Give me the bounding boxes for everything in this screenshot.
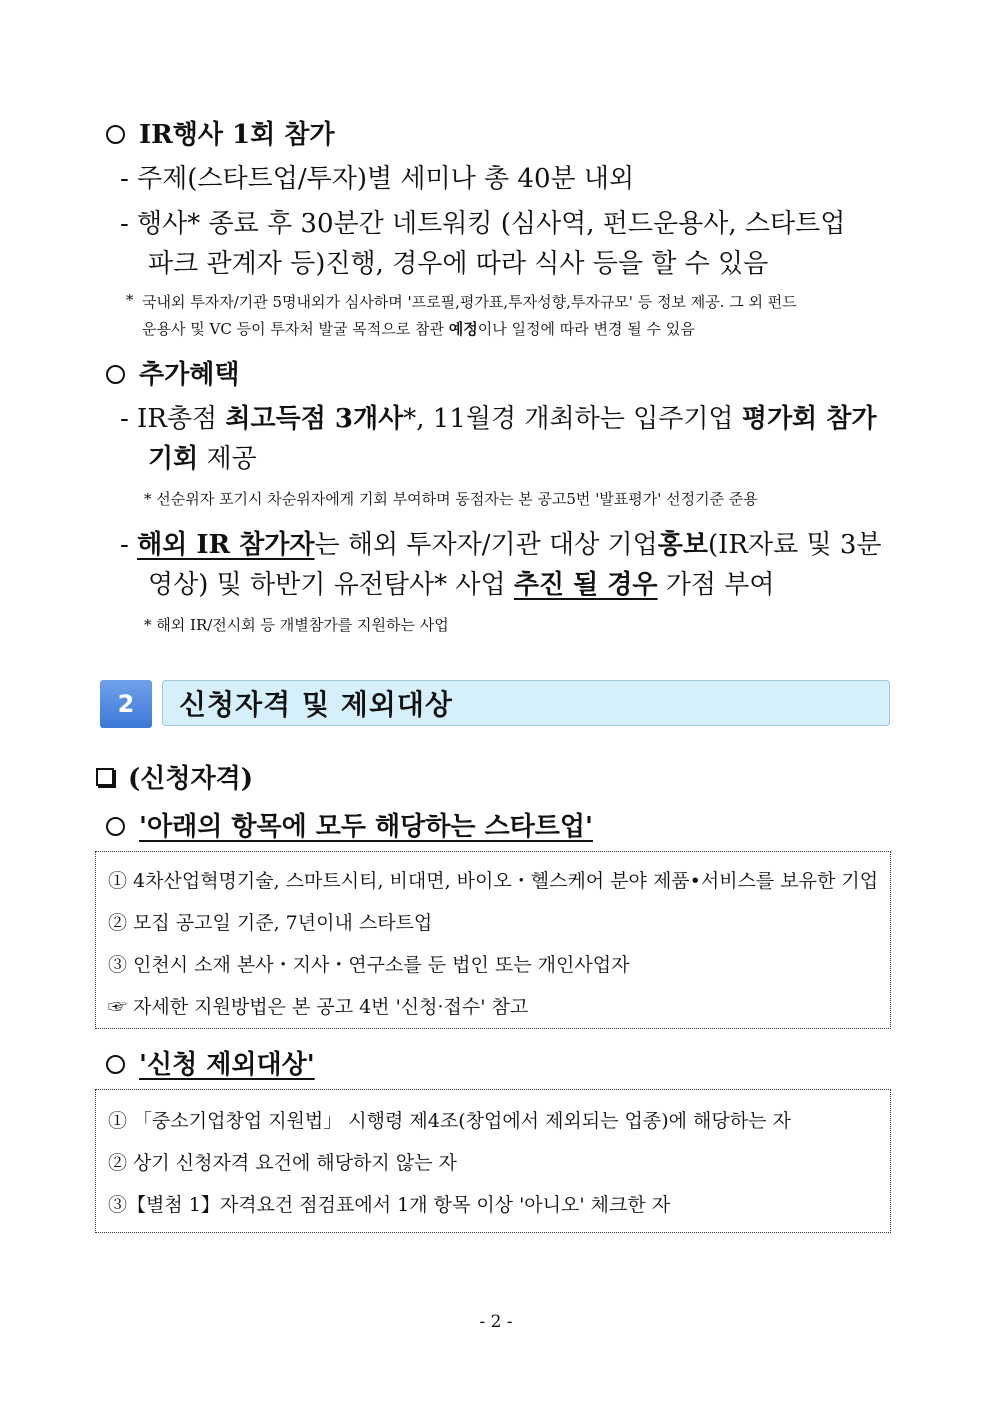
- ir-event-line2a: - 행사* 종료 후 30분간 네트워킹 (심사역, 펀드운용사, 스타트업: [120, 209, 846, 239]
- eligibility-box: [95, 851, 891, 1029]
- exclusion-item: ③【별첨 1】자격요건 점검표에서 1개 항목 이상 '아니오' 체크한 자: [108, 1194, 671, 1216]
- ir-event-note-line2: [142, 318, 695, 339]
- eligibility-item: ③ 인천시 소재 본사・지사・연구소를 둔 법인 또는 개인사업자: [108, 954, 630, 976]
- benefits-line4: [148, 564, 775, 601]
- ir-event-heading-text: IR행사 1회 참가: [139, 120, 335, 150]
- benefits-l4-bold-ul: 추진 될 경우: [513, 570, 658, 600]
- circle-bullet-icon: [106, 365, 125, 384]
- ir-event-heading: [106, 114, 335, 151]
- benefits-l4-post: 가점 부여: [657, 570, 775, 600]
- eligibility-heading-text: (신청자격): [128, 764, 254, 794]
- benefits-l3-bold: 홍보: [657, 530, 708, 560]
- benefits-l2-post: 제공: [198, 444, 257, 474]
- checkbox-bullet-icon: [96, 768, 114, 786]
- eligibility-subheading-text: '아래의 항목에 모두 해당하는 스타트업': [139, 812, 593, 842]
- eligibility-heading: [96, 758, 253, 795]
- eligibility-item: ① 4차산업혁명기술, 스마트시티, 비대면, 바이오・헬스케어 분야 제품•서비스를 보유한 기업: [108, 870, 879, 892]
- note-text-bold: 예정: [448, 320, 478, 338]
- section-title-box: [162, 680, 890, 726]
- benefits-l1-pre: - IR총점: [120, 404, 226, 434]
- exclusion-item: ① 「중소기업창업 지원법」 시행령 제4조(창업에서 제외되는 업종)에 해당하는 자: [108, 1110, 791, 1132]
- benefits-line3: [120, 524, 882, 561]
- benefits-l2-bold: 기회: [148, 444, 199, 474]
- benefits-line2: [148, 438, 257, 475]
- benefits-l3-pre: -: [120, 530, 138, 560]
- benefits-l1-bold2: 평가회 참가: [741, 404, 877, 434]
- eligibility-subheading: [106, 806, 593, 843]
- eligibility-item: ② 모집 공고일 기준, 7년이내 스타트업: [108, 912, 433, 934]
- benefits-l3-post: (IR자료 및 3분: [707, 530, 882, 560]
- circle-bullet-icon: [106, 125, 125, 144]
- benefits-l3-mid: 는 해외 투자자/기관 대상 기업: [314, 530, 658, 560]
- exclusion-item: ② 상기 신청자격 요건에 해당하지 않는 자: [108, 1152, 457, 1174]
- benefits-l3-bold-ul: 해외 IR 참가자: [137, 530, 315, 560]
- ir-event-note-line1: 국내외 투자자/기관 5명내외가 심사하며 '프로필,평가표,투자성향,투자규모' 등 정보 제공. 그 외 펀드: [142, 293, 797, 311]
- ir-event-note-star: *: [126, 291, 134, 309]
- benefits-l1-mid: *, 11월경 개최하는 입주기업: [403, 404, 742, 434]
- note-text-pre: 운용사 및 VC 등이 투자처 발굴 목적으로 참관: [142, 320, 449, 338]
- exclusion-heading-text: '신청 제외대상': [139, 1050, 315, 1080]
- benefits-heading-text: 추가혜택: [139, 360, 240, 390]
- eligibility-reference-note: ☞ 자세한 지원방법은 본 공고 4번 '신청·접수' 참고: [108, 996, 529, 1018]
- ir-event-line1: - 주제(스타트업/투자)별 세미나 총 40분 내외: [120, 164, 635, 194]
- exclusion-heading: [106, 1044, 315, 1081]
- note-text-post: 이나 일정에 따라 변경 될 수 있음: [477, 320, 695, 338]
- circle-bullet-icon: [106, 817, 125, 836]
- benefits-heading: [106, 354, 239, 391]
- benefits-l1-bold1: 최고득점 3개사: [225, 404, 404, 434]
- benefits-l4-pre: 영상) 및 하반기 유전탐사* 사업: [148, 570, 514, 600]
- benefits-line1: [120, 398, 876, 435]
- section-title: 신청자격 및 제외대상: [179, 688, 453, 721]
- benefits-note2: * 선순위자 포기시 차순위자에게 기회 부여하며 동점자는 본 공고5번 '발표평가' 선정기준 준용: [144, 490, 758, 508]
- page-number: - 2 -: [479, 1312, 513, 1332]
- circle-bullet-icon: [106, 1055, 125, 1074]
- benefits-note3: * 해외 IR/전시회 등 개별참가를 지원하는 사업: [144, 616, 449, 634]
- exclusion-box: [95, 1089, 891, 1233]
- section-number-badge: 2: [100, 680, 152, 728]
- ir-event-line2b: 파크 관계자 등)진행, 경우에 따라 식사 등을 할 수 있음: [148, 249, 769, 279]
